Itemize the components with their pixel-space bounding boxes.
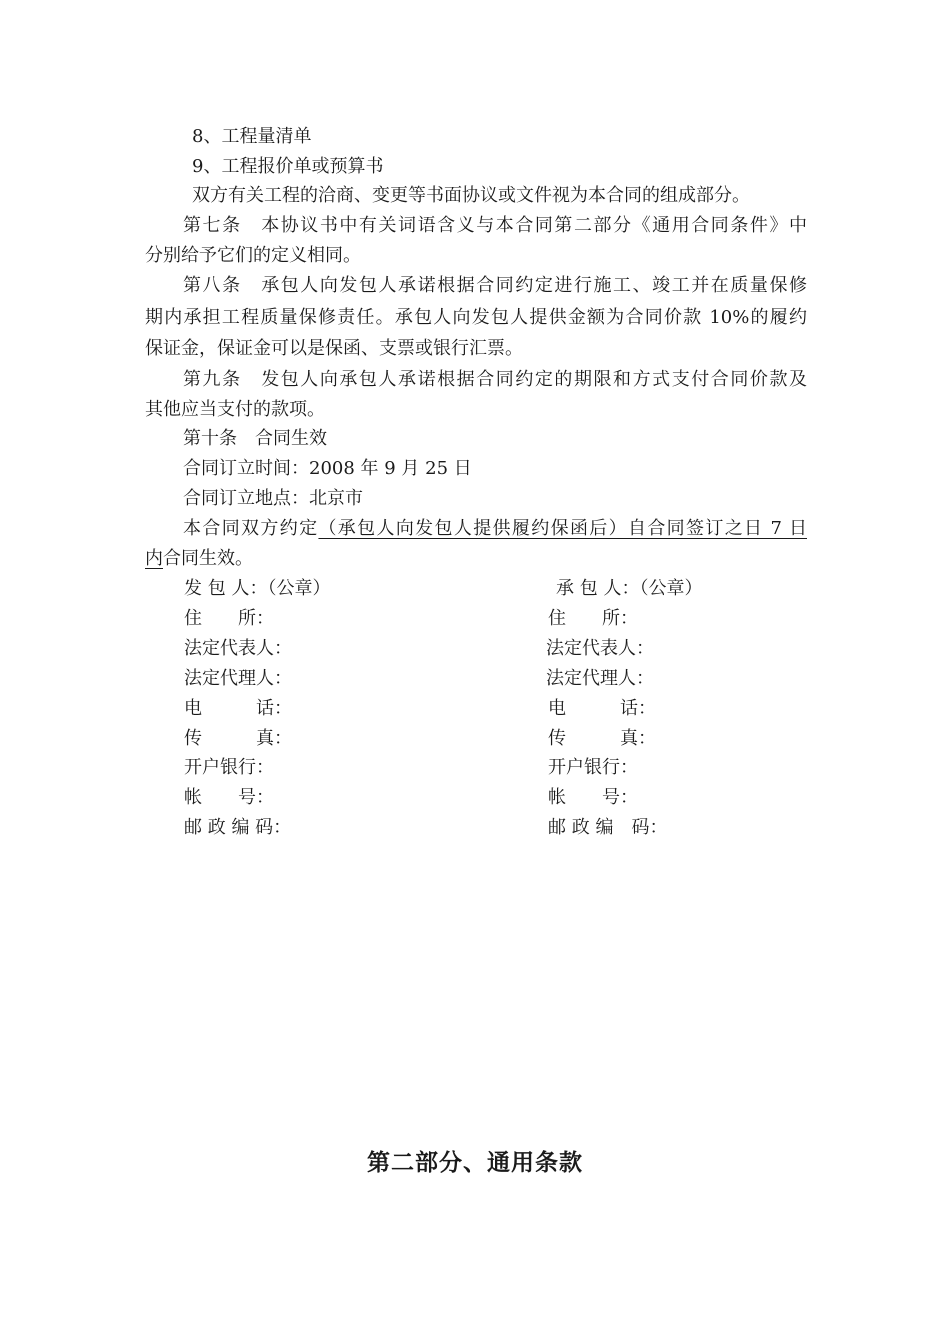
employer-account: 帐 号： [184, 787, 274, 808]
effect-clause-underlined: （承包人向发包人提供履约保函后）自合同签订之日 7 日 [318, 518, 807, 539]
article-7-line-1: 第七条 本协议书中有关词语含义与本合同第二部分《通用合同条件》中 [183, 215, 807, 236]
contractor-postcode: 邮 政 编 码： [548, 817, 668, 838]
composition-note: 双方有关工程的洽商、变更等书面协议或文件视为本合同的组成部分。 [192, 185, 750, 206]
contractor-phone: 电 话： [548, 698, 656, 719]
signing-place: 合同订立地点：北京市 [183, 488, 363, 509]
signing-time: 合同订立时间：2008 年 9 月 25 日 [183, 458, 472, 479]
effect-clause-prefix: 本合同双方约定 [183, 518, 319, 539]
list-item-8: 8、工程量清单 [192, 126, 312, 147]
employer-agent: 法定代理人： [184, 668, 292, 689]
contractor-account: 帐 号： [548, 787, 638, 808]
list-item-9: 9、工程报价单或预算书 [192, 156, 384, 177]
article-8-line-1: 第八条 承包人向发包人承诺根据合同约定进行施工、竣工并在质量保修 [183, 275, 807, 296]
article-10-title: 第十条 合同生效 [183, 428, 327, 449]
contractor-legal-rep: 法定代表人： [546, 638, 654, 659]
effect-clause-line-2 [145, 544, 253, 574]
employer-address: 住 所： [184, 608, 274, 629]
employer-legal-rep: 法定代表人： [184, 638, 292, 659]
contractor-bank: 开户银行： [548, 757, 638, 778]
effect-clause-underlined-end: 内 [145, 548, 163, 569]
article-8-line-2: 期内承担工程质量保修责任。承包人向发包人提供金额为合同价款 10%的履约 [145, 307, 807, 328]
article-9-line-1: 第九条 发包人向承包人承诺根据合同约定的期限和方式支付合同价款及 [183, 369, 807, 390]
effect-clause-suffix: 合同生效。 [163, 548, 253, 569]
article-7-line-2: 分别给予它们的定义相同。 [145, 245, 361, 266]
employer-phone: 电 话： [184, 698, 292, 719]
employer-fax: 传 真： [184, 728, 292, 749]
employer-party: 发 包 人：（公章） [184, 578, 331, 599]
employer-postcode: 邮 政 编 码： [184, 817, 292, 838]
effect-clause-line-1 [183, 514, 807, 544]
section-heading: 第二部分、通用条款 [367, 1149, 583, 1176]
employer-bank: 开户银行： [184, 757, 274, 778]
contractor-party: 承 包 人：（公章） [556, 578, 703, 599]
contractor-agent: 法定代理人： [546, 668, 654, 689]
contractor-fax: 传 真： [548, 728, 656, 749]
article-8-line-3: 保证金，保证金可以是保函、支票或银行汇票。 [145, 338, 523, 359]
article-9-line-2: 其他应当支付的款项。 [145, 399, 325, 420]
contractor-address: 住 所： [548, 608, 638, 629]
